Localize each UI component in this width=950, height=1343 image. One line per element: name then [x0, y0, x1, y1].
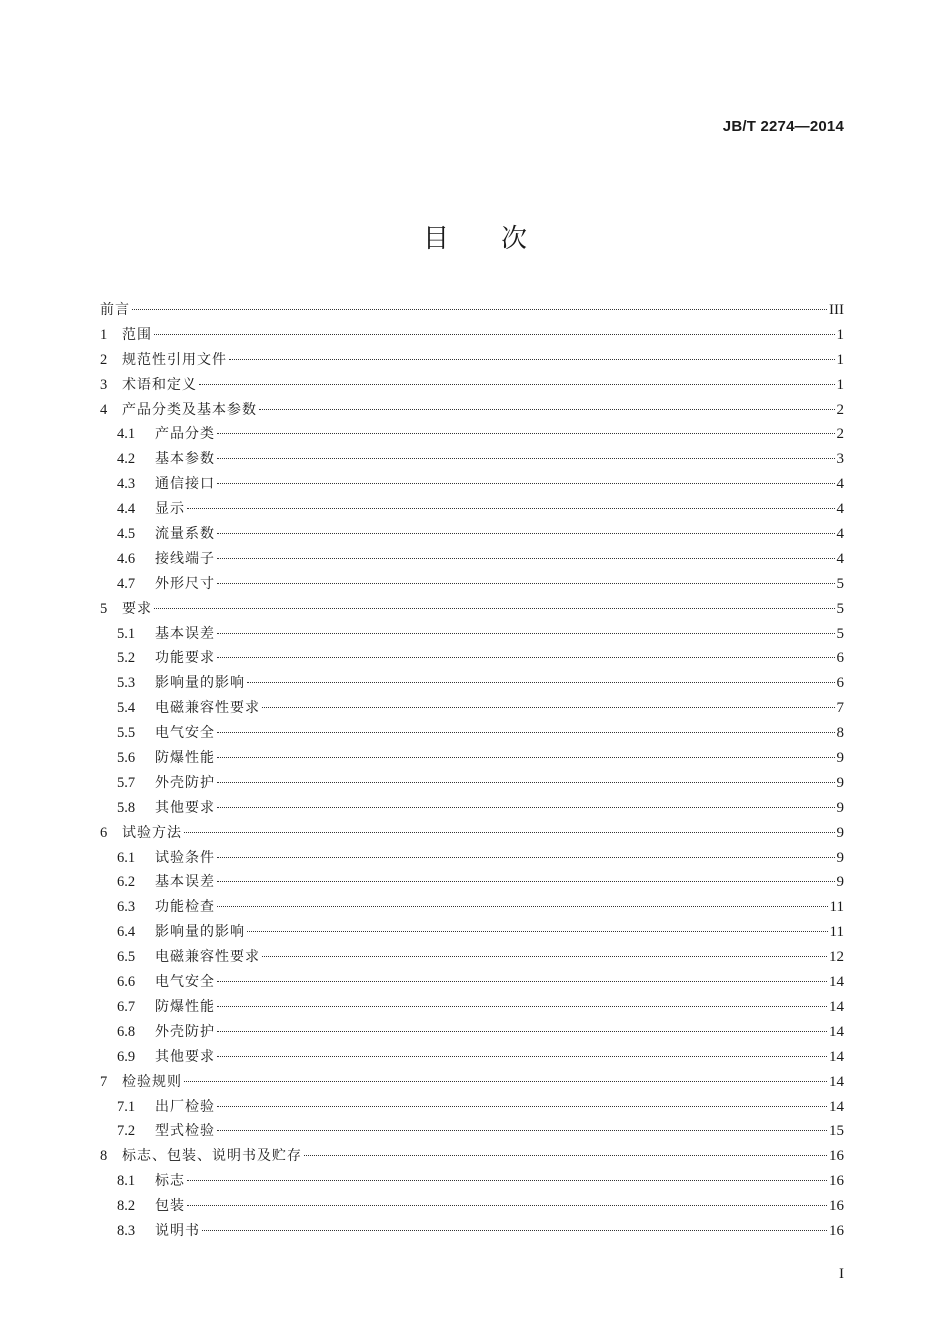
- toc-entry-number: 5.6: [117, 750, 136, 767]
- toc-entry-page: 14: [829, 1098, 844, 1115]
- toc-entry-page: 15: [829, 1123, 844, 1140]
- toc-entry-number: 5.5: [117, 725, 136, 742]
- toc-entry-title: 基本误差: [155, 625, 215, 642]
- toc-entry-page: 4: [836, 501, 844, 518]
- toc-entry-title: 规范性引用文件: [122, 351, 227, 368]
- standard-number: JB/T 2274—2014: [722, 118, 844, 135]
- toc-entry-number: 3: [100, 376, 108, 393]
- dot-leader: [187, 508, 835, 509]
- toc-entry-title: 标志: [155, 1173, 185, 1190]
- toc-entry-number: 4.3: [117, 476, 136, 493]
- toc-entry[interactable]: [100, 448, 844, 473]
- toc-entry[interactable]: [100, 374, 844, 399]
- toc-entry-number: 4.5: [117, 526, 136, 543]
- toc-entry-page: 12: [829, 949, 844, 966]
- toc-entry-title: 外形尺寸: [155, 575, 215, 592]
- toc-entry[interactable]: [100, 573, 844, 598]
- toc-entry-page: 9: [836, 750, 844, 767]
- dot-leader: [187, 1205, 827, 1206]
- toc-entry-number: 8.2: [117, 1198, 136, 1215]
- toc-entry[interactable]: [100, 399, 844, 424]
- toc-entry[interactable]: [100, 1145, 844, 1170]
- toc-entry-number: 5.1: [117, 625, 136, 642]
- toc-entry-page: III: [829, 302, 844, 318]
- toc-entry[interactable]: [100, 747, 844, 772]
- toc-entry-page: 14: [829, 1073, 844, 1090]
- toc-entry[interactable]: [100, 1021, 844, 1046]
- toc-entry-page: 1: [836, 351, 844, 368]
- toc-entry-number: 4.7: [117, 575, 136, 592]
- toc-entry-title: 显示: [155, 501, 185, 518]
- toc-title: 目次: [422, 224, 579, 254]
- toc-entry[interactable]: [100, 822, 844, 847]
- toc-entry[interactable]: [100, 324, 844, 349]
- toc-entry[interactable]: [100, 871, 844, 896]
- dot-leader: [217, 483, 835, 484]
- toc-entry-page: 16: [829, 1222, 844, 1239]
- toc-entry[interactable]: [100, 672, 844, 697]
- dot-leader: [217, 881, 835, 882]
- dot-leader: [217, 657, 835, 658]
- toc-entry-number: 4.4: [117, 501, 136, 518]
- toc-entry-page: 11: [829, 899, 844, 916]
- toc-entry-title: 外壳防护: [155, 1023, 215, 1040]
- toc-entry-title: 说明书: [155, 1222, 200, 1239]
- dot-leader: [217, 583, 835, 584]
- toc-entry-number: 6.9: [117, 1048, 136, 1065]
- dot-leader: [184, 832, 835, 833]
- toc-entry-number: 1: [100, 326, 108, 343]
- toc-entry-number: 7: [100, 1073, 108, 1090]
- toc-entry-page: 14: [829, 1023, 844, 1040]
- toc-entry-number: 5.7: [117, 774, 136, 791]
- toc-entry-title: 范围: [122, 326, 152, 343]
- toc-entry-title: 型式检验: [155, 1123, 215, 1140]
- toc-entry-number: 5.3: [117, 675, 136, 692]
- dot-leader: [217, 633, 835, 634]
- toc-entry-page: 9: [836, 799, 844, 816]
- toc-entry-page: 5: [836, 625, 844, 642]
- toc-entry-page: 2: [836, 426, 844, 443]
- dot-leader: [304, 1155, 827, 1156]
- dot-leader: [217, 1006, 827, 1007]
- toc-entry-page: 14: [829, 974, 844, 991]
- dot-leader: [217, 732, 835, 733]
- toc-entry[interactable]: [100, 1096, 844, 1121]
- toc-entry-number: 6: [100, 824, 108, 841]
- toc-entry[interactable]: [100, 423, 844, 448]
- dot-leader: [247, 682, 835, 683]
- dot-leader: [132, 309, 827, 310]
- toc-entry-page: 1: [836, 376, 844, 393]
- toc-entry[interactable]: [100, 647, 844, 672]
- toc-entry-number: 2: [100, 351, 108, 368]
- toc-entry-title: 影响量的影响: [155, 924, 245, 941]
- toc-entry-number: 6.5: [117, 949, 136, 966]
- toc-entry-title: 其他要求: [155, 1048, 215, 1065]
- toc-entry-title: 出厂检验: [155, 1098, 215, 1115]
- toc-entry-title: 基本参数: [155, 451, 215, 468]
- toc-entry-page: 9: [836, 774, 844, 791]
- toc-entry-page: 8: [836, 725, 844, 742]
- toc-entry-title: 流量系数: [155, 526, 215, 543]
- toc-entry-number: 6.2: [117, 874, 136, 891]
- toc-entry-title: 标志、包装、说明书及贮存: [122, 1148, 302, 1165]
- toc-entry-title: 基本误差: [155, 874, 215, 891]
- toc-entry-page: 16: [829, 1148, 844, 1165]
- toc-entry-number: 8: [100, 1148, 108, 1165]
- toc-entry-title: 防爆性能: [155, 998, 215, 1015]
- toc-entry[interactable]: [100, 896, 844, 921]
- toc-entry[interactable]: [100, 548, 844, 573]
- toc-entry-title: 接线端子: [155, 550, 215, 567]
- toc-entry[interactable]: [100, 946, 844, 971]
- toc-entry[interactable]: [100, 598, 844, 623]
- dot-leader: [217, 1031, 827, 1032]
- toc-entry-title: 功能检查: [155, 899, 215, 916]
- dot-leader: [217, 1056, 827, 1057]
- toc-entry-page: 3: [836, 451, 844, 468]
- toc-entry-page: 14: [829, 1048, 844, 1065]
- toc-entry[interactable]: [100, 1170, 844, 1195]
- dot-leader: [229, 359, 835, 360]
- toc-entry-page: 1: [836, 326, 844, 343]
- dot-leader: [199, 384, 835, 385]
- toc-entry-number: 7.1: [117, 1098, 136, 1115]
- toc-entry-page: 11: [829, 924, 844, 941]
- toc-entry-page: 5: [836, 575, 844, 592]
- toc-entry-title: 产品分类: [155, 426, 215, 443]
- toc-entry[interactable]: [100, 1195, 844, 1220]
- toc-entry[interactable]: [100, 473, 844, 498]
- dot-leader: [217, 1106, 827, 1107]
- dot-leader: [247, 931, 828, 932]
- toc-entry-title: 前言: [100, 302, 130, 318]
- toc-entry[interactable]: [100, 847, 844, 872]
- toc-entry-number: 7.2: [117, 1123, 136, 1140]
- toc-entry[interactable]: [100, 1220, 844, 1245]
- dot-leader: [217, 558, 835, 559]
- dot-leader: [217, 458, 835, 459]
- dot-leader: [217, 782, 835, 783]
- dot-leader: [154, 608, 835, 609]
- toc-entry-title: 其他要求: [155, 799, 215, 816]
- toc-entry-page: 7: [836, 700, 844, 717]
- toc-entry-title: 功能要求: [155, 650, 215, 667]
- toc-entry-title: 产品分类及基本参数: [122, 401, 257, 418]
- dot-leader: [217, 433, 835, 434]
- toc-entry-title: 电磁兼容性要求: [155, 700, 260, 717]
- toc-entry[interactable]: [100, 797, 844, 822]
- dot-leader: [217, 906, 828, 907]
- dot-leader: [217, 857, 835, 858]
- toc-entry-number: 4.6: [117, 550, 136, 567]
- toc-entry-title: 电气安全: [155, 974, 215, 991]
- toc-entry-number: 6.1: [117, 849, 136, 866]
- toc-entry-title: 影响量的影响: [155, 675, 245, 692]
- dot-leader: [217, 1130, 827, 1131]
- toc-entry[interactable]: [100, 921, 844, 946]
- toc-entry[interactable]: [100, 623, 844, 648]
- toc-entry-title: 通信接口: [155, 476, 215, 493]
- toc-entry-page: 4: [836, 476, 844, 493]
- toc-entry-page: 5: [836, 600, 844, 617]
- toc-entry-number: 4: [100, 401, 108, 418]
- toc-entry[interactable]: [100, 1120, 844, 1145]
- toc-entry-page: 9: [836, 874, 844, 891]
- dot-leader: [184, 1081, 827, 1082]
- dot-leader: [217, 533, 835, 534]
- toc-entry-title: 术语和定义: [122, 376, 197, 393]
- toc-entry-page: 16: [829, 1198, 844, 1215]
- toc-entry[interactable]: [100, 498, 844, 523]
- toc-entry-page: 4: [836, 550, 844, 567]
- toc-entry[interactable]: [100, 523, 844, 548]
- toc-entry-page: 6: [836, 675, 844, 692]
- toc-entry[interactable]: [100, 697, 844, 722]
- toc-entry-number: 4.2: [117, 451, 136, 468]
- toc-entry-number: 6.8: [117, 1023, 136, 1040]
- toc-entry-number: 6.6: [117, 974, 136, 991]
- toc-entry-number: 6.3: [117, 899, 136, 916]
- page-number: I: [839, 1266, 844, 1282]
- toc-entry-title: 电磁兼容性要求: [155, 949, 260, 966]
- toc-entry-number: 8.3: [117, 1222, 136, 1239]
- toc-entry-page: 4: [836, 526, 844, 543]
- toc-entry-title: 外壳防护: [155, 774, 215, 791]
- toc-entry[interactable]: [100, 349, 844, 374]
- toc-entry-title: 电气安全: [155, 725, 215, 742]
- toc-entry-number: 8.1: [117, 1173, 136, 1190]
- table-of-contents: [100, 299, 844, 1245]
- dot-leader: [154, 334, 835, 335]
- dot-leader: [217, 981, 827, 982]
- dot-leader: [187, 1180, 827, 1181]
- toc-entry-page: 9: [836, 849, 844, 866]
- dot-leader: [217, 757, 835, 758]
- toc-entry-page: 2: [836, 401, 844, 418]
- toc-entry[interactable]: [100, 971, 844, 996]
- toc-entry[interactable]: [100, 1071, 844, 1096]
- toc-entry-title: 包装: [155, 1198, 185, 1215]
- dot-leader: [262, 956, 827, 957]
- toc-entry-title: 检验规则: [122, 1073, 182, 1090]
- toc-entry[interactable]: [100, 722, 844, 747]
- toc-entry-number: 6.4: [117, 924, 136, 941]
- dot-leader: [262, 707, 835, 708]
- toc-entry[interactable]: [100, 1046, 844, 1071]
- toc-entry[interactable]: [100, 996, 844, 1021]
- toc-entry-title: 防爆性能: [155, 750, 215, 767]
- toc-entry[interactable]: [100, 299, 844, 324]
- toc-entry-number: 5.4: [117, 700, 136, 717]
- toc-entry-number: 5: [100, 600, 108, 617]
- toc-entry-number: 6.7: [117, 998, 136, 1015]
- toc-entry-number: 5.8: [117, 799, 136, 816]
- toc-entry-title: 要求: [122, 600, 152, 617]
- toc-entry-page: 14: [829, 998, 844, 1015]
- toc-entry-page: 9: [836, 824, 844, 841]
- toc-entry-number: 4.1: [117, 426, 136, 443]
- toc-entry-title: 试验方法: [122, 824, 182, 841]
- toc-entry-page: 6: [836, 650, 844, 667]
- toc-entry-title: 试验条件: [155, 849, 215, 866]
- dot-leader: [202, 1230, 827, 1231]
- dot-leader: [259, 409, 835, 410]
- toc-entry[interactable]: [100, 772, 844, 797]
- dot-leader: [217, 807, 835, 808]
- toc-entry-number: 5.2: [117, 650, 136, 667]
- toc-entry-page: 16: [829, 1173, 844, 1190]
